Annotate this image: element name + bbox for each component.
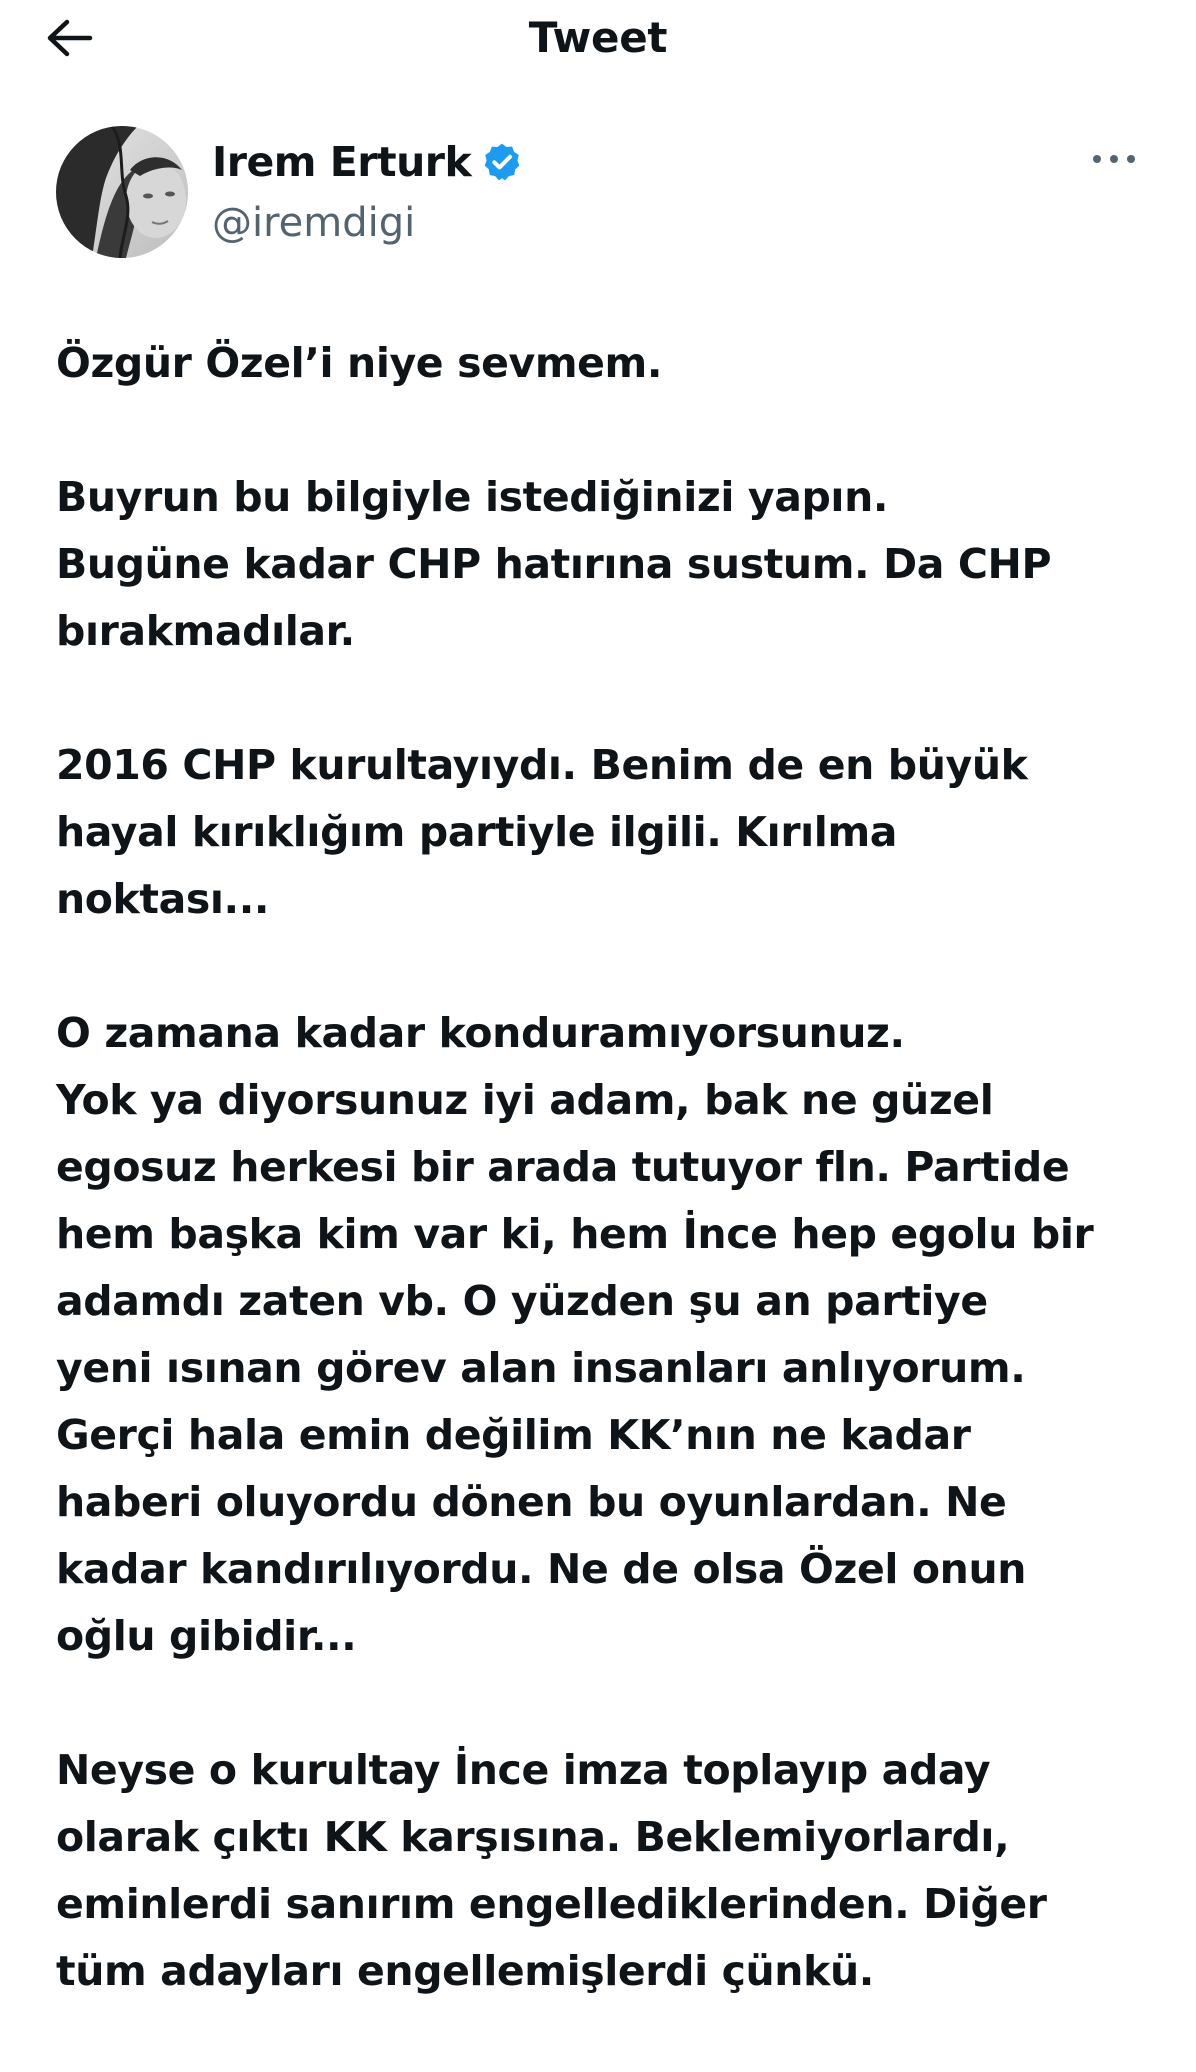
more-horizontal-icon [1092,153,1136,165]
tweet-paragraph [56,330,1156,397]
tweet-line: Buyrun bu bilgiyle istediğinizi yapın. [56,473,889,521]
name-row [212,134,523,190]
verified-badge-icon [481,141,523,183]
tweet-line: oğlu gibidir... [56,1612,357,1660]
user-handle[interactable]: @iremdigi [212,200,416,246]
tweet-paragraph [56,464,1156,665]
tweet-line: O zamana kadar konduramıyorsunuz. [56,1009,905,1057]
tweet-line: hem başka kim var ki, hem İnce hep egolu bir [56,1210,1094,1258]
avatar[interactable] [56,126,188,258]
top-bar [0,0,1196,76]
tweet-line: egosuz herkesi bir arada tutuyor fln. Partide [56,1143,1070,1191]
page-title: Tweet [528,13,668,62]
tweet-line: Özgür Özel’i niye sevmem. [56,339,663,387]
tweet-line: adamdı zaten vb. O yüzden şu an partiye [56,1277,988,1325]
tweet-line: yeni ısınan görev alan insanları anlıyorum. [56,1344,1026,1392]
tweet-line: Gerçi hala emin değilim KK’nın ne kadar [56,1411,971,1459]
tweet-line: olarak çıktı KK karşısına. Beklemiyorlardı, [56,1813,1010,1861]
more-options-button[interactable] [1088,144,1140,174]
tweet-line: tüm adayları engellemişlerdi çünkü. [56,1947,874,1995]
tweet-line: Neyse o kurultay İnce imza toplayıp aday [56,1746,991,1794]
avatar-image [56,126,188,258]
tweet-line: Bugüne kadar CHP hatırına sustum. Da CHP [56,540,1052,588]
tweet-paragraph [56,1737,1156,2005]
tweet-line: bırakmadılar. [56,607,355,655]
display-name[interactable]: Irem Erturk [212,138,472,186]
tweet-line: hayal kırıklığım partiyle ilgili. Kırılma [56,808,898,856]
tweet-line: Yok ya diyorsunuz iyi adam, bak ne güzel [56,1076,994,1124]
tweet-line: 2016 CHP kurultayıydı. Benim de en büyük [56,741,1028,789]
tweet-author [56,126,1140,260]
tweet-text [56,330,1156,2072]
tweet-line: kadar kandırılıyordu. Ne de olsa Özel onun [56,1545,1027,1593]
tweet-paragraph [56,732,1156,933]
tweet-paragraph [56,1000,1156,1670]
tweet-line: noktası... [56,875,270,923]
tweet-line: eminlerdi sanırım engellediklerinden. Diğer [56,1880,1047,1928]
tweet-line: haberi oluyordu dönen bu oyunlardan. Ne [56,1478,1007,1526]
